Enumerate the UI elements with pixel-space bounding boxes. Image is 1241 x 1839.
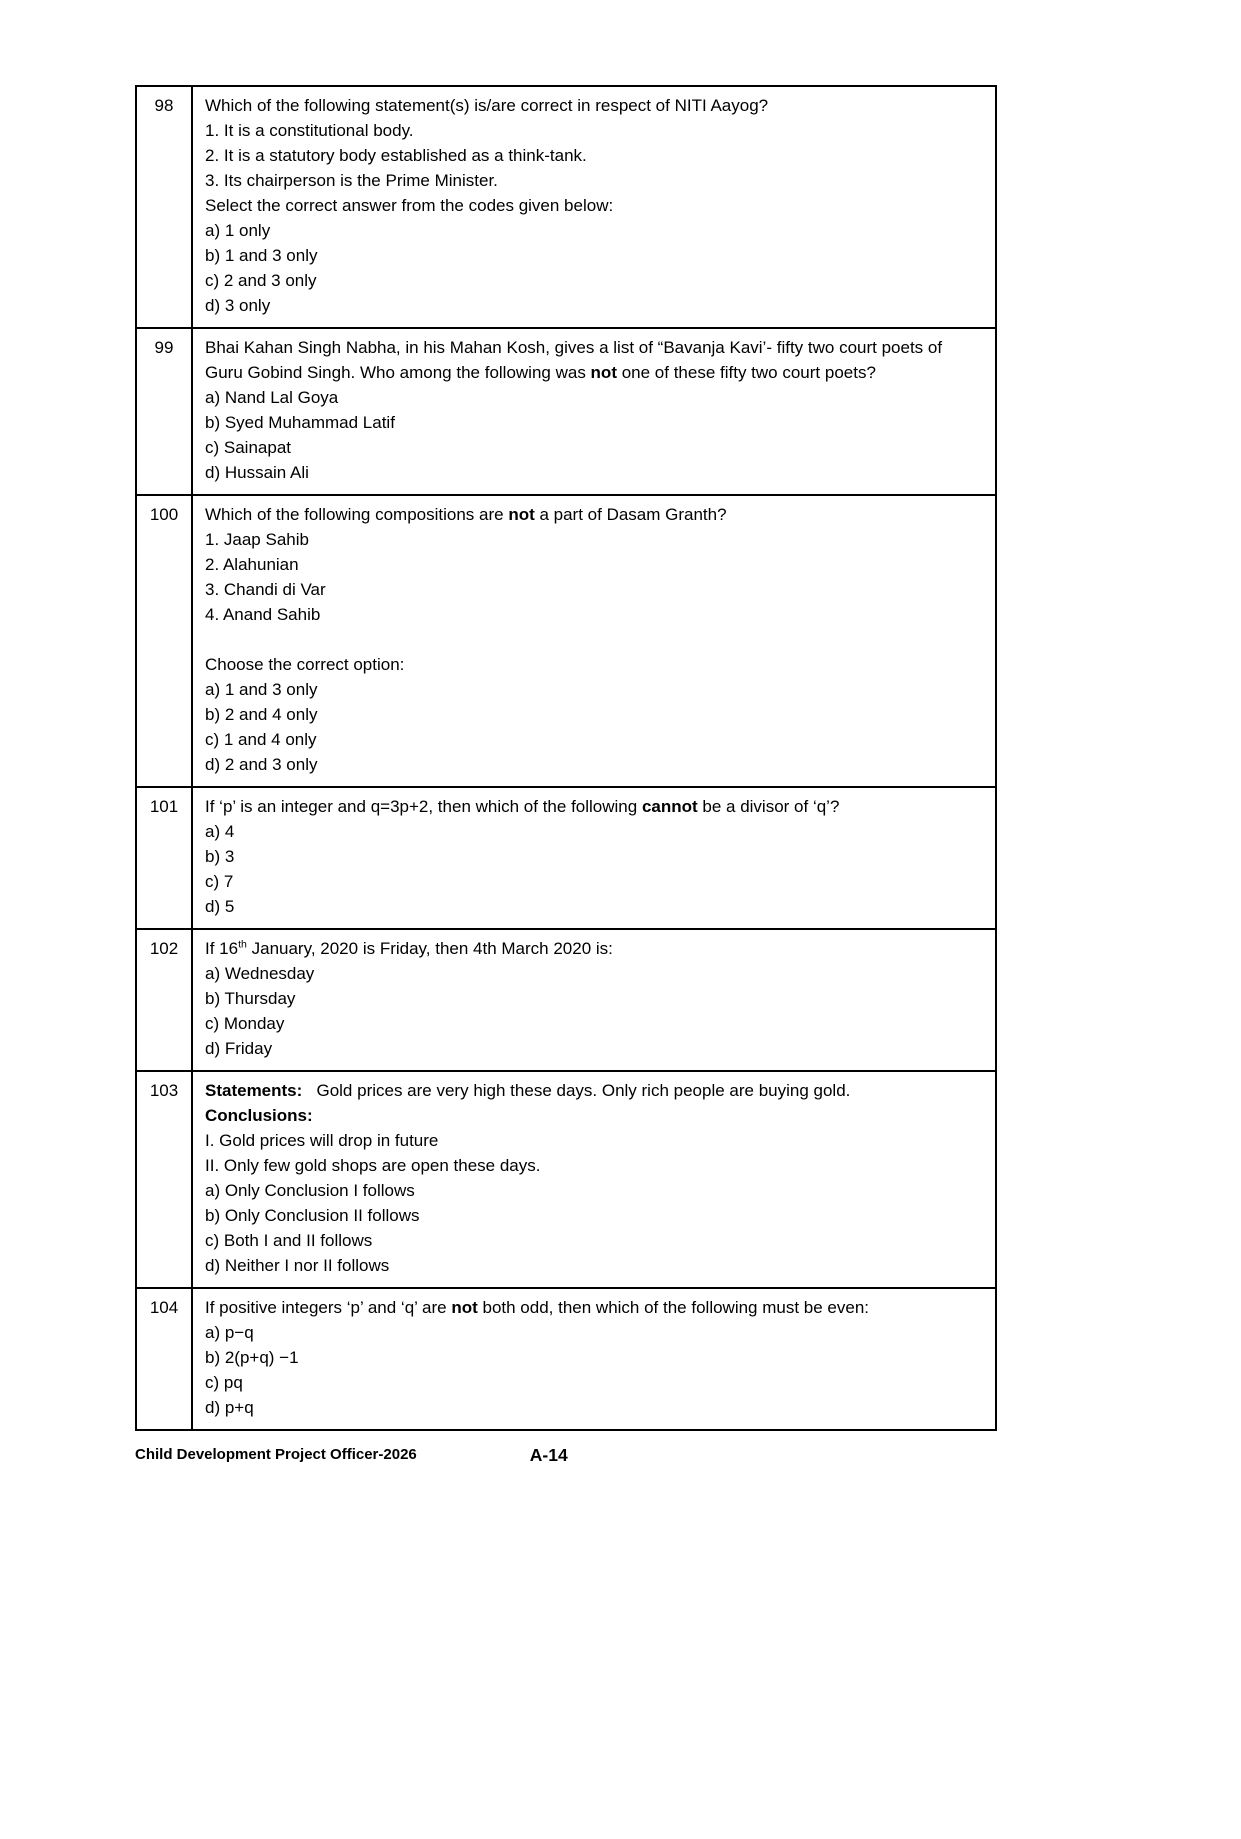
text-segment: d) p+q bbox=[205, 1398, 254, 1417]
text-segment: c) 1 and 4 only bbox=[205, 730, 317, 749]
question-line bbox=[205, 1203, 983, 1228]
text-segment: If 16 bbox=[205, 939, 239, 958]
text-segment: January, 2020 is Friday, then 4th March 2020 is: bbox=[246, 939, 613, 958]
question-line bbox=[205, 218, 983, 243]
question-line bbox=[205, 752, 983, 777]
text-segment: b) Thursday bbox=[205, 989, 296, 1008]
question-number: 99 bbox=[137, 329, 193, 494]
text-segment: 3. Its chairperson is the Prime Minister. bbox=[205, 171, 498, 190]
bold-text-segment: Conclusions: bbox=[205, 1106, 313, 1125]
question-line bbox=[205, 652, 983, 677]
question-row bbox=[137, 327, 995, 494]
question-line bbox=[205, 435, 983, 460]
text-segment: b) Only Conclusion II follows bbox=[205, 1206, 420, 1225]
text-segment: c) Both I and II follows bbox=[205, 1231, 373, 1250]
bold-text-segment: Statements: bbox=[205, 1081, 303, 1100]
question-line bbox=[205, 168, 983, 193]
text-segment: 3. Chandi di Var bbox=[205, 580, 326, 599]
question-row bbox=[137, 1070, 995, 1287]
question-line bbox=[205, 1395, 983, 1420]
question-line bbox=[205, 869, 983, 894]
question-line bbox=[205, 335, 983, 385]
question-line bbox=[205, 627, 983, 652]
question-line bbox=[205, 1036, 983, 1061]
question-line bbox=[205, 894, 983, 919]
question-line bbox=[205, 293, 983, 318]
question-line bbox=[205, 1228, 983, 1253]
question-line bbox=[205, 1370, 983, 1395]
question-body bbox=[193, 930, 995, 1070]
text-segment: d) 2 and 3 only bbox=[205, 755, 318, 774]
text-segment: b) 1 and 3 only bbox=[205, 246, 318, 265]
question-line bbox=[205, 1320, 983, 1345]
superscript-segment: th bbox=[238, 938, 247, 951]
question-line bbox=[205, 552, 983, 577]
question-line bbox=[205, 794, 983, 819]
question-line bbox=[205, 243, 983, 268]
text-segment: b) 2(p+q) −1 bbox=[205, 1348, 299, 1367]
text-segment: 2. Alahunian bbox=[205, 555, 299, 574]
question-body bbox=[193, 1289, 995, 1429]
footer-page-number: A-14 bbox=[529, 1445, 568, 1465]
text-segment: c) pq bbox=[205, 1373, 243, 1392]
question-line bbox=[205, 93, 983, 118]
text-segment: 4. Anand Sahib bbox=[205, 605, 321, 624]
text-segment: c) 7 bbox=[205, 872, 234, 891]
question-line bbox=[205, 1345, 983, 1370]
question-line bbox=[205, 677, 983, 702]
bold-text-segment: not bbox=[451, 1298, 478, 1317]
text-segment: Which of the following statement(s) is/are correct in respect of NITI Aayog? bbox=[205, 96, 769, 115]
question-line bbox=[205, 118, 983, 143]
text-segment: a) Wednesday bbox=[205, 964, 315, 983]
question-line bbox=[205, 819, 983, 844]
bold-text-segment: not bbox=[590, 363, 617, 382]
text-segment: a) p−q bbox=[205, 1323, 254, 1342]
text-segment: d) Hussain Ali bbox=[205, 463, 309, 482]
text-segment: 1. It is a constitutional body. bbox=[205, 121, 414, 140]
question-row bbox=[137, 928, 995, 1070]
question-line bbox=[205, 986, 983, 1011]
text-segment: c) Monday bbox=[205, 1014, 285, 1033]
question-number: 102 bbox=[137, 930, 193, 1070]
question-body bbox=[193, 1072, 995, 1287]
text-segment: d) Neither I nor II follows bbox=[205, 1256, 390, 1275]
text-segment: d) 5 bbox=[205, 897, 235, 916]
questions-table bbox=[135, 85, 997, 1431]
question-line bbox=[205, 410, 983, 435]
question-line bbox=[205, 143, 983, 168]
question-line bbox=[205, 1153, 983, 1178]
question-line bbox=[205, 1128, 983, 1153]
question-line bbox=[205, 844, 983, 869]
text-segment: Select the correct answer from the codes given below: bbox=[205, 196, 614, 215]
text-segment: II. Only few gold shops are open these days. bbox=[205, 1156, 541, 1175]
question-row bbox=[137, 786, 995, 928]
page-footer bbox=[135, 1444, 997, 1474]
question-number: 103 bbox=[137, 1072, 193, 1287]
text-segment: a) Only Conclusion I follows bbox=[205, 1181, 415, 1200]
question-line bbox=[205, 502, 983, 527]
question-line bbox=[205, 727, 983, 752]
question-number: 100 bbox=[137, 496, 193, 786]
question-row bbox=[137, 494, 995, 786]
question-line bbox=[205, 1078, 983, 1103]
text-segment: 2. It is a statutory body established as a think-tank. bbox=[205, 146, 587, 165]
question-line bbox=[205, 961, 983, 986]
question-line bbox=[205, 1295, 983, 1320]
question-row bbox=[137, 87, 995, 327]
question-line bbox=[205, 1011, 983, 1036]
question-body bbox=[193, 496, 995, 786]
question-line bbox=[205, 460, 983, 485]
text-segment: I. Gold prices will drop in future bbox=[205, 1131, 439, 1150]
question-number: 104 bbox=[137, 1289, 193, 1429]
text-segment: a) 1 only bbox=[205, 221, 271, 240]
text-segment: b) 2 and 4 only bbox=[205, 705, 318, 724]
question-line bbox=[205, 577, 983, 602]
text-segment: a) 4 bbox=[205, 822, 235, 841]
question-line bbox=[205, 702, 983, 727]
text-segment: Bhai Kahan Singh Nabha, in his Mahan Kosh, gives a list of “Bavanja Kavi’- fifty two court poets of Guru Gobind Singh. Who among the following was bbox=[205, 338, 947, 382]
question-line bbox=[205, 1253, 983, 1278]
text-segment: both odd, then which of the following must be even: bbox=[477, 1298, 870, 1317]
text-segment: Which of the following compositions are bbox=[205, 505, 509, 524]
text-segment: b) Syed Muhammad Latif bbox=[205, 413, 395, 432]
question-row bbox=[137, 1287, 995, 1429]
question-line bbox=[205, 1178, 983, 1203]
text-segment: b) 3 bbox=[205, 847, 235, 866]
text-segment: one of these fifty two court poets? bbox=[616, 363, 876, 382]
question-line bbox=[205, 936, 983, 961]
question-line bbox=[205, 193, 983, 218]
bold-text-segment: not bbox=[508, 505, 535, 524]
text-segment: Gold prices are very high these days. Only rich people are buying gold. bbox=[302, 1081, 851, 1100]
question-number: 101 bbox=[137, 788, 193, 928]
footer-exam-title: Child Development Project Officer-2026 bbox=[135, 1446, 417, 1463]
text-segment: a) Nand Lal Goya bbox=[205, 388, 339, 407]
text-segment: d) 3 only bbox=[205, 296, 271, 315]
question-body bbox=[193, 87, 995, 327]
text-segment: If ‘p’ is an integer and q=3p+2, then which of the following bbox=[205, 797, 642, 816]
text-segment: 1. Jaap Sahib bbox=[205, 530, 309, 549]
text-segment: a) 1 and 3 only bbox=[205, 680, 318, 699]
question-line bbox=[205, 385, 983, 410]
question-line bbox=[205, 1103, 983, 1128]
text-segment: d) Friday bbox=[205, 1039, 273, 1058]
question-body bbox=[193, 329, 995, 494]
bold-text-segment: cannot bbox=[641, 797, 698, 816]
text-segment: a part of Dasam Granth? bbox=[534, 505, 727, 524]
text-segment: If positive integers ‘p’ and ‘q’ are bbox=[205, 1298, 452, 1317]
question-line bbox=[205, 268, 983, 293]
question-line bbox=[205, 602, 983, 627]
text-segment: c) 2 and 3 only bbox=[205, 271, 317, 290]
text-segment: Choose the correct option: bbox=[205, 655, 405, 674]
text-segment: be a divisor of ‘q’? bbox=[697, 797, 840, 816]
text-segment: c) Sainapat bbox=[205, 438, 291, 457]
question-number: 98 bbox=[137, 87, 193, 327]
question-body bbox=[193, 788, 995, 928]
question-line bbox=[205, 527, 983, 552]
